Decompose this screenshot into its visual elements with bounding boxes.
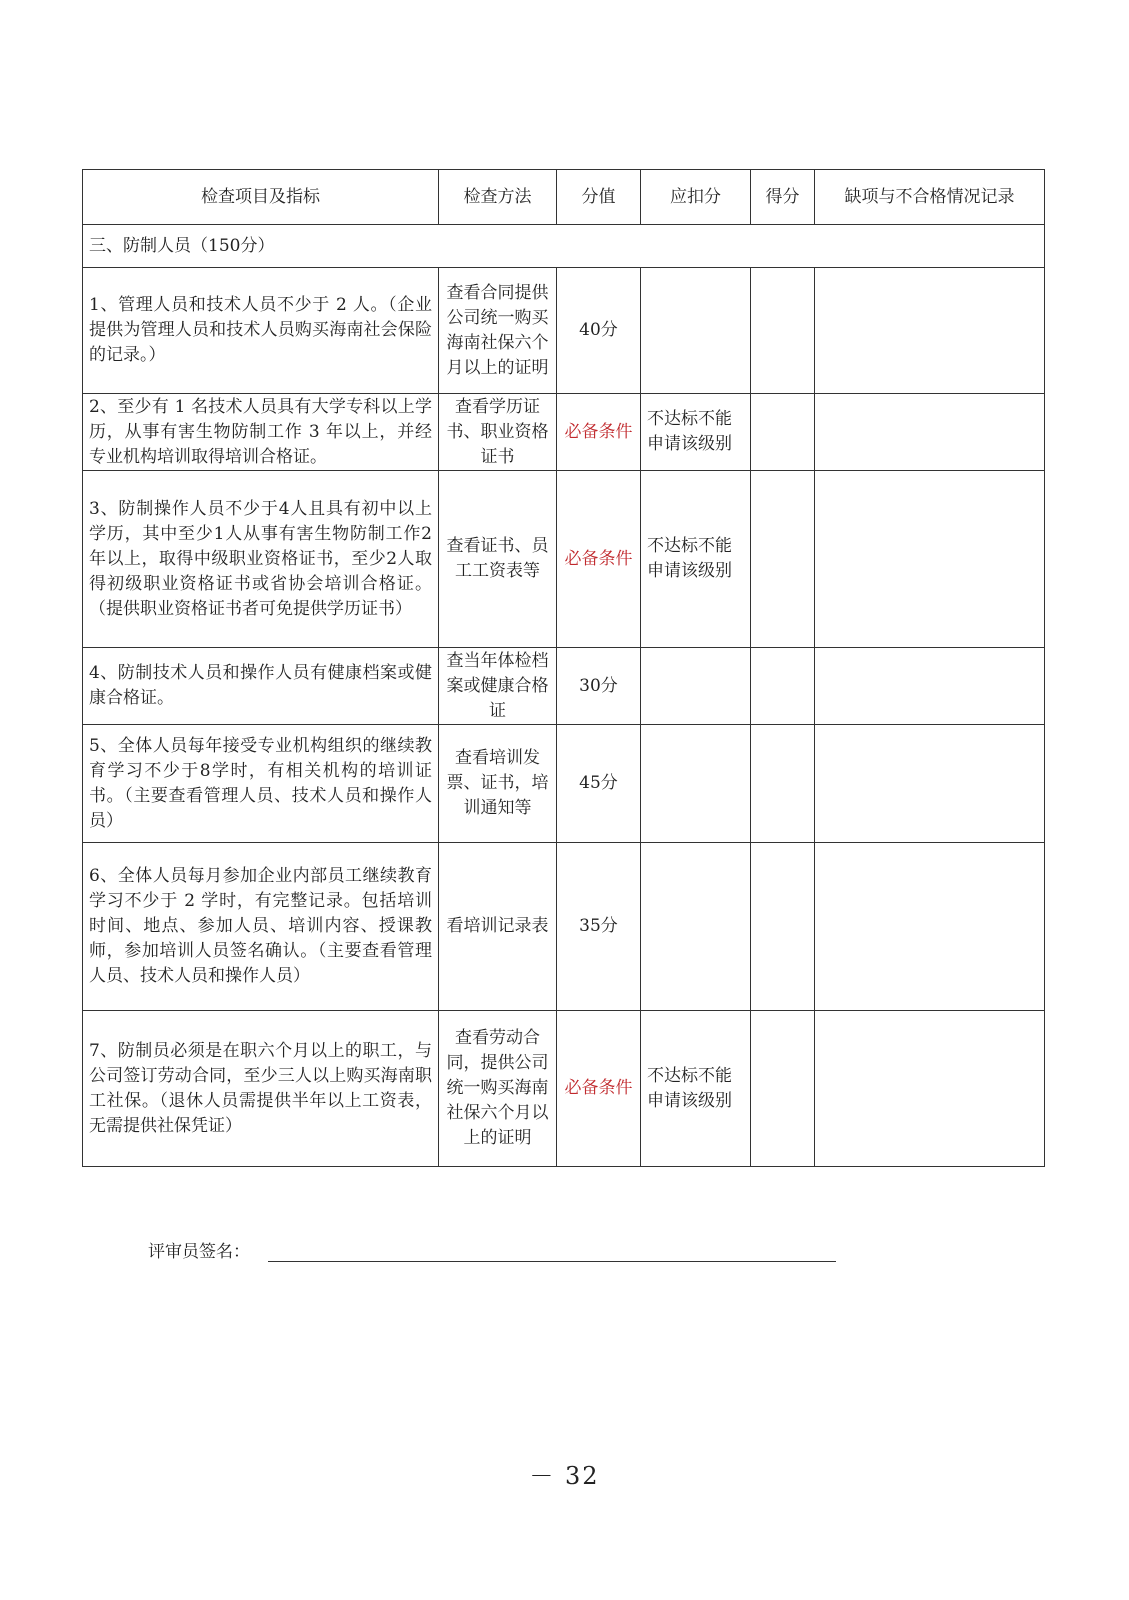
row-item: 2、至少有 1 名技术人员具有大学专科以上学历，从事有害生物防制工作 3 年以上，并经专业机构培训取得培训合格证。: [83, 394, 439, 471]
row-item: 6、全体人员每月参加企业内部员工继续教育学习不少于 2 学时，有完整记录。包括培训时间、地点、参加人员、培训内容、授课教师，参加培训人员签名确认。（主要查看管理人员、技术人员和操作人员）: [83, 843, 439, 1011]
row-record: [815, 725, 1045, 843]
row-got: [751, 843, 815, 1011]
row-got: [751, 471, 815, 648]
row-item: 1、管理人员和技术人员不少于 2 人。（企业提供为管理人员和技术人员购买海南社会保险的记录。）: [83, 268, 439, 394]
row-got: [751, 394, 815, 471]
row-method: 查看学历证书、职业资格证书: [439, 394, 557, 471]
page-number: － 32: [529, 1462, 600, 1490]
header-item: 检查项目及指标: [83, 170, 439, 225]
row-score: 35分: [557, 843, 641, 1011]
row-method: 查当年体检档案或健康合格证: [439, 648, 557, 725]
row-deduct: [641, 843, 751, 1011]
table-row: [83, 471, 1045, 648]
section-row: [83, 225, 1045, 268]
table-row: [83, 648, 1045, 725]
row-deduct: [641, 268, 751, 394]
row-item: 4、防制技术人员和操作人员有健康档案或健康合格证。: [83, 648, 439, 725]
header-deduct: 应扣分: [641, 170, 751, 225]
header-record: 缺项与不合格情况记录: [815, 170, 1045, 225]
row-record: [815, 648, 1045, 725]
header-score: 分值: [557, 170, 641, 225]
row-deduct: 不达标不能申请该级别: [641, 1011, 751, 1167]
row-record: [815, 471, 1045, 648]
table-row: [83, 268, 1045, 394]
table-row: [83, 1011, 1045, 1167]
row-deduct: 不达标不能申请该级别: [641, 394, 751, 471]
row-deduct: 不达标不能申请该级别: [641, 471, 751, 648]
row-record: [815, 394, 1045, 471]
row-method: 看培训记录表: [439, 843, 557, 1011]
table-row: [83, 843, 1045, 1011]
signature-area: [148, 1237, 836, 1262]
header-got: 得分: [751, 170, 815, 225]
row-got: [751, 725, 815, 843]
row-got: [751, 1011, 815, 1167]
row-item: 7、防制员必须是在职六个月以上的职工，与公司签订劳动合同，至少三人以上购买海南职工社保。（退休人员需提供半年以上工资表，无需提供社保凭证）: [83, 1011, 439, 1167]
row-score: 40分: [557, 268, 641, 394]
signature-label: 评审员签名：: [148, 1242, 250, 1262]
table-row: [83, 394, 1045, 471]
row-item: 5、全体人员每年接受专业机构组织的继续教育学习不少于8学时，有相关机构的培训证书。（主要查看管理人员、技术人员和操作人员）: [83, 725, 439, 843]
header-row: [83, 170, 1045, 225]
table-row: [83, 725, 1045, 843]
row-method: 查看培训发票、证书，培训通知等: [439, 725, 557, 843]
row-method: 查看证书、员工工资表等: [439, 471, 557, 648]
row-method: 查看劳动合同，提供公司统一购买海南社保六个月以上的证明: [439, 1011, 557, 1167]
row-record: [815, 843, 1045, 1011]
inspection-table: [82, 169, 1045, 1167]
row-got: [751, 648, 815, 725]
row-score: 30分: [557, 648, 641, 725]
signature-line[interactable]: [268, 1241, 836, 1262]
row-item: 3、防制操作人员不少于4人且具有初中以上学历，其中至少1人从事有害生物防制工作2年以上，取得中级职业资格证书，至少2人取得初级职业资格证书或省协会培训合格证。（提供职业资格证书者可免提供学历证书）: [83, 471, 439, 648]
header-method: 检查方法: [439, 170, 557, 225]
row-method: 查看合同提供公司统一购买海南社保六个月以上的证明: [439, 268, 557, 394]
row-got: [751, 268, 815, 394]
row-score-required: 必备条件: [557, 471, 641, 648]
row-record: [815, 1011, 1045, 1167]
row-score: 45分: [557, 725, 641, 843]
row-record: [815, 268, 1045, 394]
row-deduct: [641, 648, 751, 725]
row-deduct: [641, 725, 751, 843]
row-score-required: 必备条件: [557, 394, 641, 471]
section-title: 三、防制人员（150分）: [83, 225, 1045, 268]
row-score-required: 必备条件: [557, 1011, 641, 1167]
